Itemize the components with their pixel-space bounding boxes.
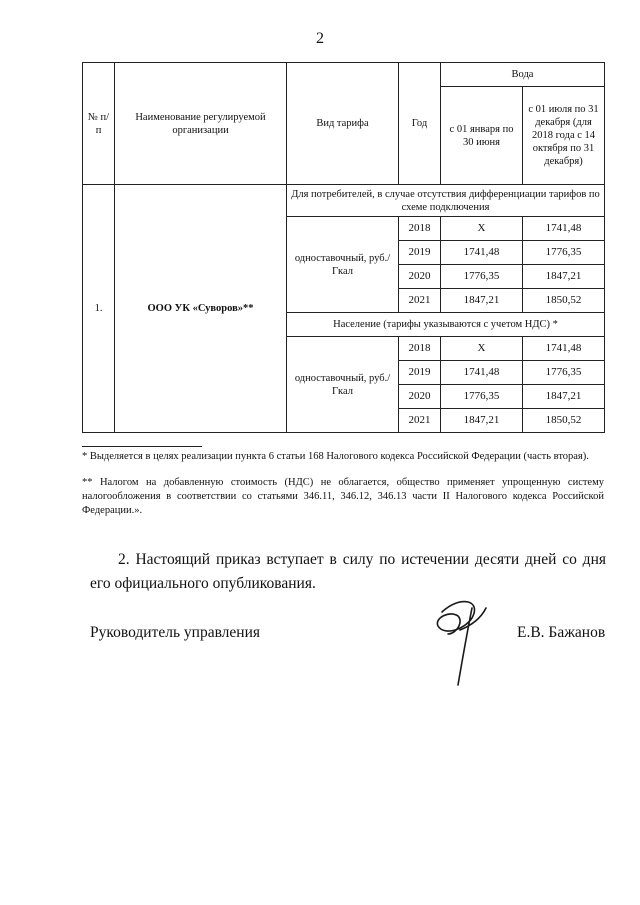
year-cell: 2020	[399, 265, 441, 289]
footnote-separator	[82, 446, 202, 447]
signatory-role: Руководитель управления	[90, 624, 261, 641]
period-1-value: 1847,21	[441, 409, 523, 433]
year-cell: 2018	[399, 337, 441, 361]
period-2-value: 1847,21	[523, 265, 605, 289]
footnote-2: ** Налогом на добавленную стоимость (НДС) не облагается, общество применяет упрощенную систему налогообложения в соответствии со статьями 346.11, 346.12, 346.13 части II Налогового кодекса Российской Федерации.».	[82, 477, 604, 516]
period-1-value: 1847,21	[441, 289, 523, 313]
period-1-value: 1741,48	[441, 361, 523, 385]
period-1-value: X	[441, 217, 523, 241]
footnote-1: * Выделяется в целях реализации пункта 6 статьи 168 Налогового кодекса Российской Федерации (часть вторая).	[82, 451, 589, 462]
header-organization: Наименование регулируемой организации	[115, 63, 287, 185]
period-2-value: 1850,52	[523, 289, 605, 313]
organization-name: ООО УК «Суворов»**	[115, 185, 287, 433]
header-period-2: с 01 июля по 31 декабря (для 2018 года с 14 октября по 31 декабря)	[523, 87, 605, 185]
year-cell: 2020	[399, 385, 441, 409]
header-tariff-type: Вид тарифа	[287, 63, 399, 185]
period-2-value: 1741,48	[523, 337, 605, 361]
header-num: № п/п	[83, 63, 115, 185]
year-cell: 2019	[399, 241, 441, 265]
year-cell: 2018	[399, 217, 441, 241]
period-1-value: 1776,35	[441, 265, 523, 289]
period-2-value: 1776,35	[523, 241, 605, 265]
period-1-value: 1776,35	[441, 385, 523, 409]
year-cell: 2021	[399, 409, 441, 433]
period-1-value: 1741,48	[441, 241, 523, 265]
period-2-value: 1741,48	[523, 217, 605, 241]
tariff-type-cell: одноставочный, руб./Гкал	[287, 337, 399, 433]
page-number: 2	[316, 30, 324, 47]
header-year: Год	[399, 63, 441, 185]
period-1-value: X	[441, 337, 523, 361]
period-2-value: 1776,35	[523, 361, 605, 385]
signatory-name: Е.В. Бажанов	[517, 624, 606, 641]
header-water: Вода	[441, 63, 605, 87]
period-2-value: 1850,52	[523, 409, 605, 433]
tariff-table	[82, 62, 605, 433]
group-title: Население (тарифы указываются с учетом НДС) *	[287, 313, 605, 337]
order-paragraph: 2. Настоящий приказ вступает в силу по истечении десяти дней со дня его официального опубликования.	[90, 551, 606, 592]
year-cell: 2021	[399, 289, 441, 313]
header-period-1: с 01 января по 30 июня	[441, 87, 523, 185]
tariff-type-cell: одноставочный, руб./Гкал	[287, 217, 399, 313]
group-title: Для потребителей, в случае отсутствия дифференциации тарифов по схеме подключения	[287, 185, 605, 217]
handwritten-signature	[420, 590, 500, 690]
row-number: 1.	[83, 185, 115, 433]
year-cell: 2019	[399, 361, 441, 385]
period-2-value: 1847,21	[523, 385, 605, 409]
